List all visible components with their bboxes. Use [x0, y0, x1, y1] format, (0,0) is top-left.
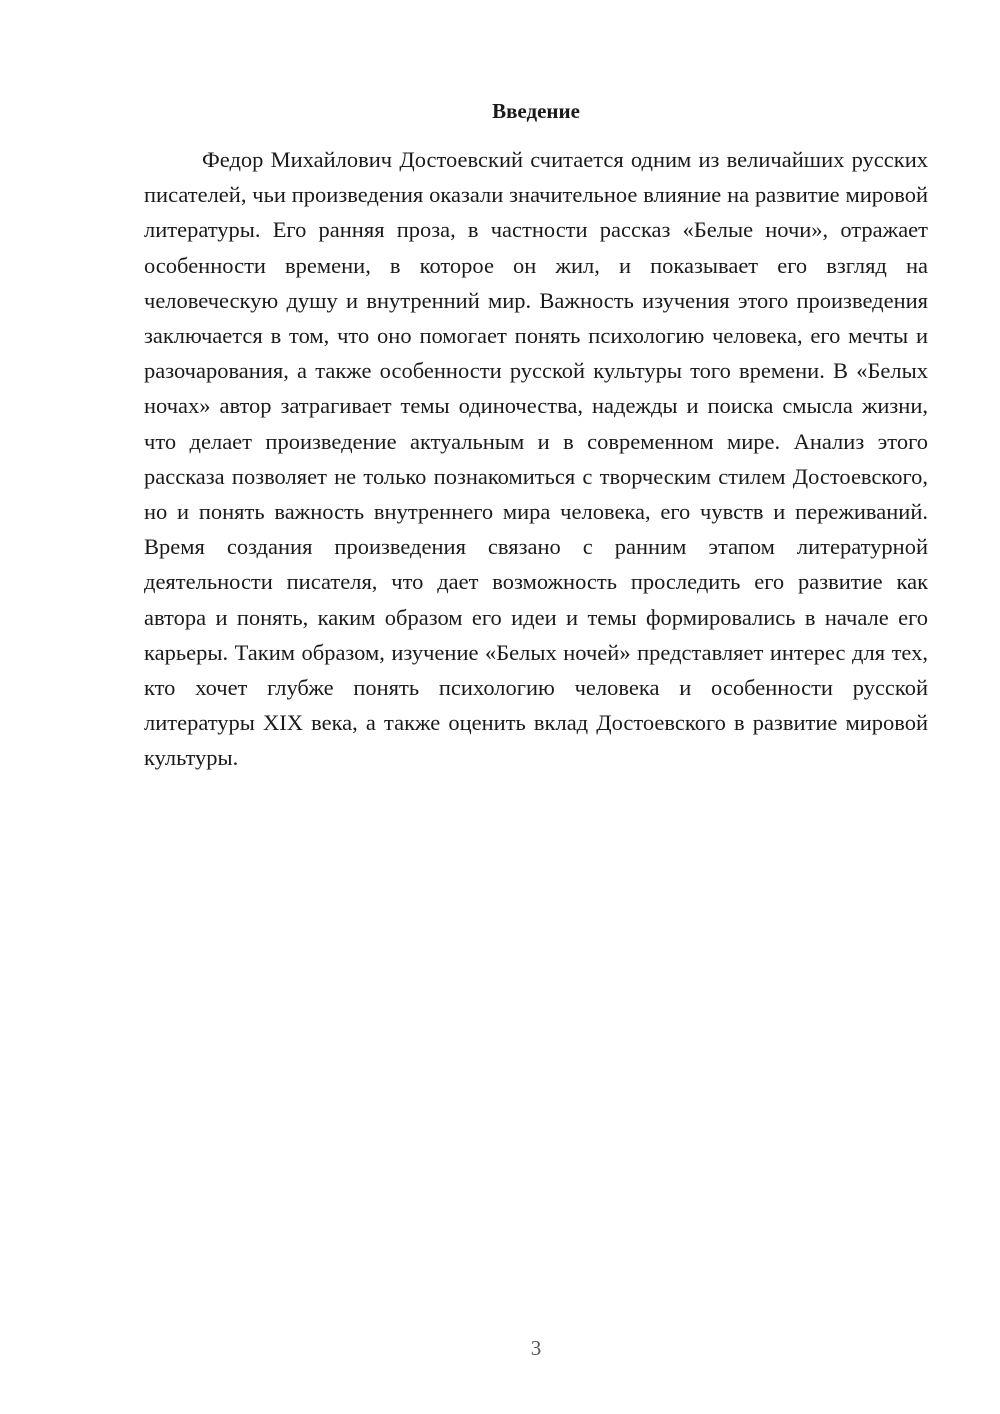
page-number: 3: [530, 1336, 542, 1360]
section-heading: Введение: [492, 99, 580, 123]
introduction-paragraph: Федор Михайлович Достоевский считается одним из величайших русских писателей, чьи произведения оказали значительное влияние на развитие мировой литературы. Его ранняя проза, в частности рассказ «Белые ночи», отражает особенности времени, в которое он жил, и показывает его взгляд на человеческую душу и внутренний мир. Важность изучения этого произведения заключается в том, что оно помогает понять психологию человека, его мечты и разочарования, а также особенности русской культуры того времени. В «Белых ночах» автор затрагивает темы одиночества, надежды и поиска смысла жизни, что делает произведение актуальным и в современном мире. Анализ этого рассказа позволяет не только познакомиться с творческим стилем Достоевского, но и понять важность внутреннего мира человека, его чувств и переживаний. Время создания произведения связано с ранним этапом литературной деятельности писателя, что дает возможность проследить его развитие как автора и понять, каким образом его идеи и темы формировались в начале его карьеры. Таким образом, изучение «Белых ночей» представляет интерес для тех, кто хочет глубже понять психологию человека и особенности русской литературы XIX века, а также оценить вклад Достоевского в развитие мировой культуры.: [144, 147, 928, 771]
